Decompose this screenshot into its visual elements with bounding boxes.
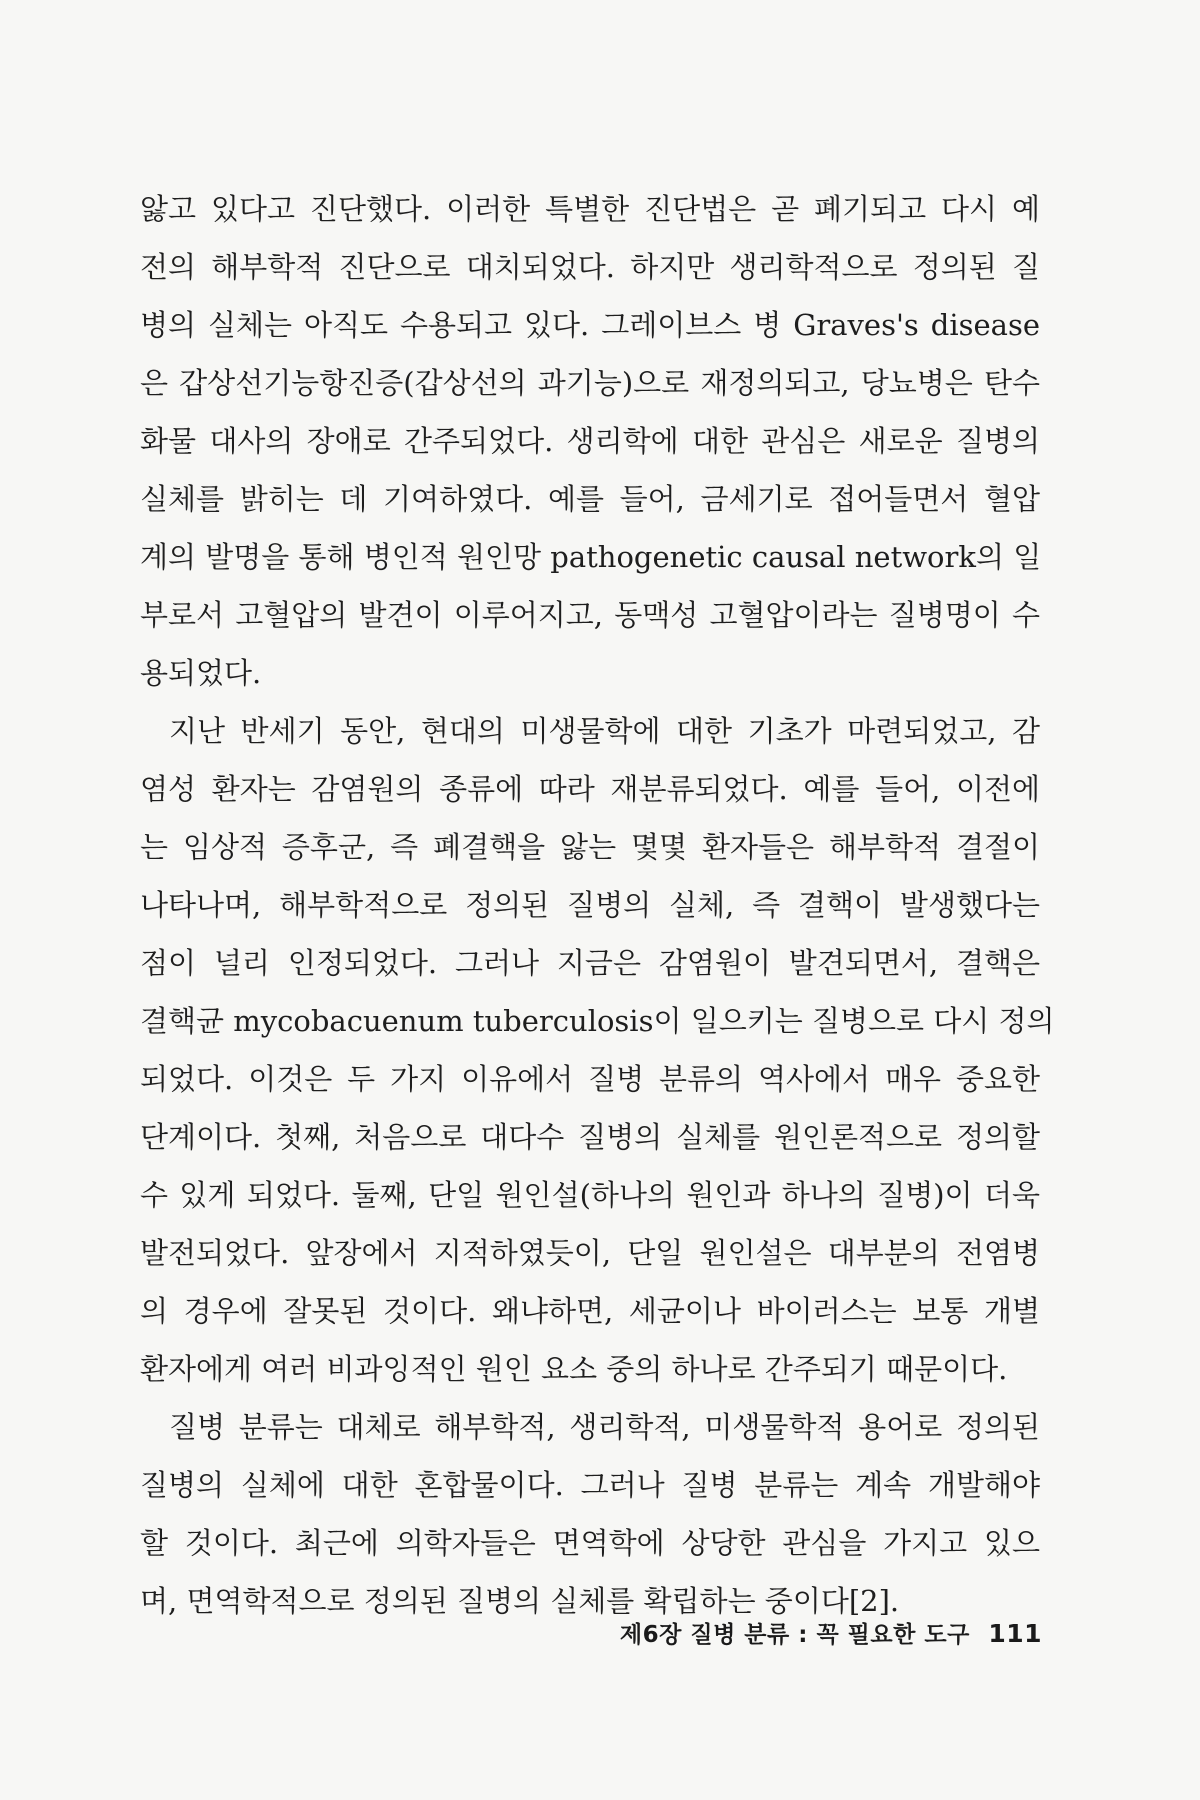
text-line: 점이 널리 인정되었다. 그러나 지금은 감염원이 발견되면서, 결핵은 bbox=[140, 946, 1040, 980]
text-line: 지난 반세기 동안, 현대의 미생물학에 대한 기초가 마련되었고, 감 bbox=[169, 714, 1040, 748]
text-line: 단계이다. 첫째, 처음으로 대다수 질병의 실체를 원인론적으로 정의할 bbox=[140, 1120, 1040, 1154]
text-line: 할 것이다. 최근에 의학자들은 면역학에 상당한 관심을 가지고 있으 bbox=[140, 1526, 1040, 1560]
body-text bbox=[140, 180, 1055, 1630]
text-line: 나타나며, 해부학적으로 정의된 질병의 실체, 즉 결핵이 발생했다는 bbox=[140, 888, 1040, 922]
text-line: 용되었다. bbox=[140, 656, 262, 690]
text-line: 전의 해부학적 진단으로 대치되었다. 하지만 생리학적으로 정의된 질 bbox=[140, 250, 1040, 284]
text-line: 계의 발명을 통해 병인적 원인망 pathogenetic causal network의 일 bbox=[140, 540, 1042, 574]
chapter-title: 제6장 질병 분류 : 꼭 필요한 도구 bbox=[619, 1622, 970, 1648]
text-line: 염성 환자는 감염원의 종류에 따라 재분류되었다. 예를 들어, 이전에 bbox=[140, 772, 1040, 806]
text-line: 질병의 실체에 대한 혼합물이다. 그러나 질병 분류는 계속 개발해야 bbox=[140, 1468, 1040, 1502]
text-line: 의 경우에 잘못된 것이다. 왜냐하면, 세균이나 바이러스는 보통 개별 bbox=[140, 1294, 1040, 1328]
page-number: 111 bbox=[988, 1619, 1042, 1648]
text-line: 병의 실체는 아직도 수용되고 있다. 그레이브스 병 Graves's disease bbox=[140, 308, 1040, 342]
text-line: 는 임상적 증후군, 즉 폐결핵을 앓는 몇몇 환자들은 해부학적 결절이 bbox=[140, 830, 1040, 864]
text-line: 질병 분류는 대체로 해부학적, 생리학적, 미생물학적 용어로 정의된 bbox=[169, 1410, 1040, 1444]
running-footer bbox=[620, 1616, 1042, 1649]
text-line: 며, 면역학적으로 정의된 질병의 실체를 확립하는 중이다[2]. bbox=[140, 1584, 900, 1618]
text-line: 실체를 밝히는 데 기여하였다. 예를 들어, 금세기로 접어들면서 혈압 bbox=[140, 482, 1040, 516]
text-line: 결핵균 mycobacuenum tuberculosis이 일으키는 질병으로 다시 정의 bbox=[140, 1004, 1055, 1038]
text-line: 부로서 고혈압의 발견이 이루어지고, 동맥성 고혈압이라는 질병명이 수 bbox=[140, 598, 1040, 632]
text-line: 환자에게 여러 비과잉적인 원인 요소 중의 하나로 간주되기 때문이다. bbox=[140, 1352, 1008, 1386]
text-line: 발전되었다. 앞장에서 지적하였듯이, 단일 원인설은 대부분의 전염병 bbox=[140, 1236, 1040, 1270]
text-line: 앓고 있다고 진단했다. 이러한 특별한 진단법은 곧 폐기되고 다시 예 bbox=[140, 192, 1040, 226]
text-line: 은 갑상선기능항진증(갑상선의 과기능)으로 재정의되고, 당뇨병은 탄수 bbox=[140, 366, 1040, 400]
text-line: 수 있게 되었다. 둘째, 단일 원인설(하나의 원인과 하나의 질병)이 더욱 bbox=[140, 1178, 1040, 1212]
text-line: 되었다. 이것은 두 가지 이유에서 질병 분류의 역사에서 매우 중요한 bbox=[140, 1062, 1040, 1096]
text-line: 화물 대사의 장애로 간주되었다. 생리학에 대한 관심은 새로운 질병의 bbox=[140, 424, 1040, 458]
